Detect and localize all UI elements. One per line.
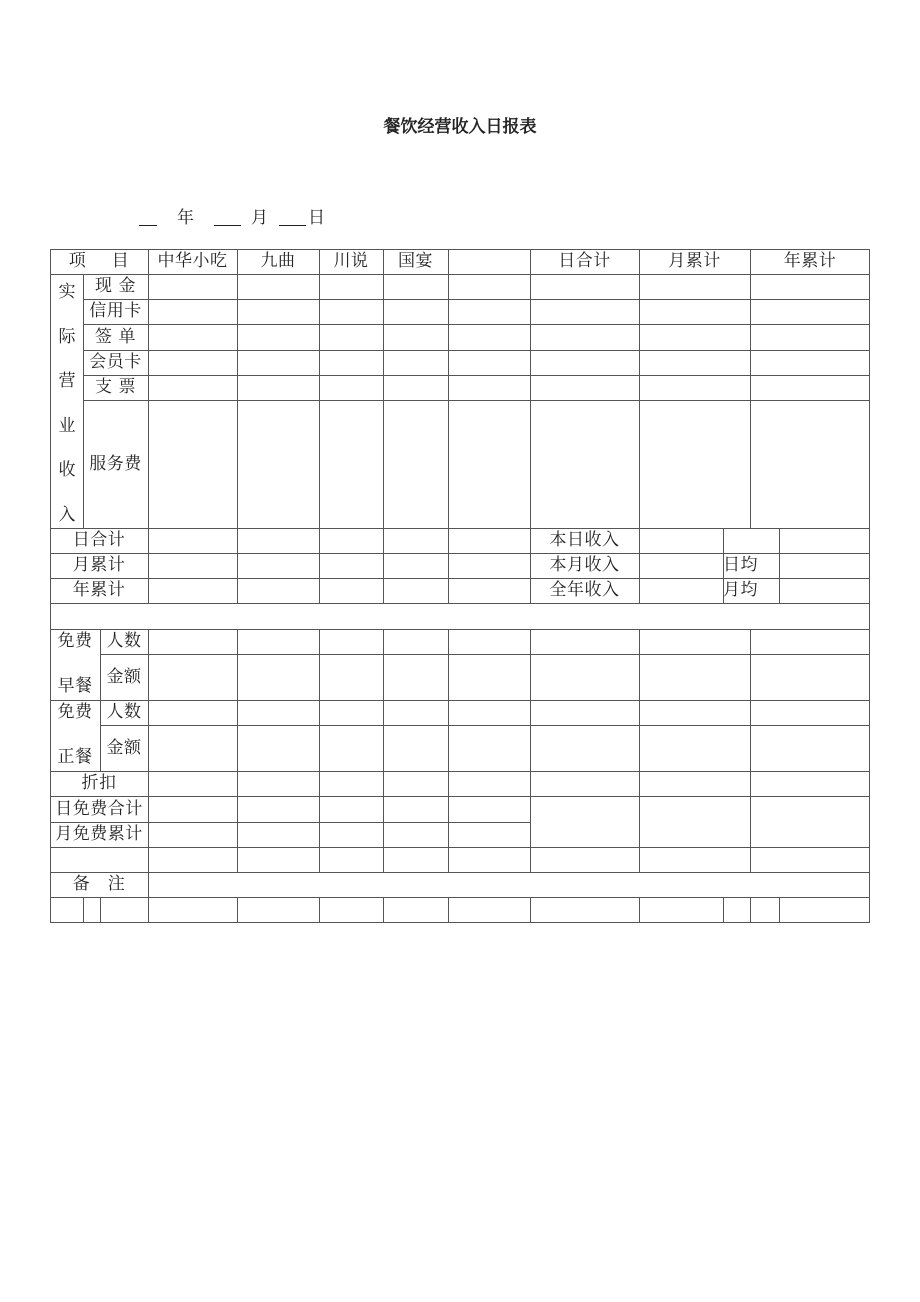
month-blank[interactable]: [214, 225, 241, 226]
row-label-cash: 现 金: [95, 276, 136, 296]
header-month-total: 月累计: [668, 251, 721, 271]
header-outlet-4: 国宴: [398, 251, 433, 271]
day-label: 日: [308, 208, 325, 228]
actual-revenue-label: [50, 277, 84, 525]
row-label-year-total: 年累计: [72, 580, 126, 600]
free-meal-label-top: 免费: [57, 702, 93, 722]
row-label-day-total: 日合计: [72, 530, 126, 550]
actual-revenue-char: 际: [58, 326, 76, 347]
month-free-total-label: 月免费累计: [55, 824, 143, 844]
header-item-a: 项: [68, 251, 87, 271]
report-title: 餐饮经营收入日报表: [383, 117, 537, 137]
today-income-label: 本日收入: [549, 530, 620, 550]
header-item-b: 目: [111, 251, 130, 271]
day-blank[interactable]: [279, 225, 306, 226]
header-day-total: 日合计: [558, 251, 611, 271]
actual-revenue-char: 业: [58, 415, 76, 436]
row-label-month-total: 月累计: [72, 555, 126, 575]
free-meal-label-bottom: 正餐: [57, 746, 93, 767]
header-year-total: 年累计: [783, 251, 837, 271]
header-outlet-2: 九曲: [260, 251, 296, 271]
row-label-service-fee: 服务费: [89, 453, 142, 474]
daily-average-label: 日均: [723, 555, 758, 575]
free-breakfast-label-top: 免费: [57, 631, 93, 651]
daily-revenue-table: [50, 249, 870, 923]
actual-revenue-char: 入: [58, 504, 76, 525]
free-meal-people-label: 人数: [106, 702, 142, 722]
free-meal-amount-label: 金额: [106, 737, 142, 758]
row-label-credit-card: 信用卡: [89, 301, 142, 321]
month-income-label: 本月收入: [549, 555, 620, 575]
day-free-total-label: 日免费合计: [55, 798, 143, 819]
actual-revenue-char: 收: [58, 460, 76, 481]
year-income-label: 全年收入: [549, 580, 620, 600]
row-label-cheque: 支 票: [95, 377, 136, 397]
month-label: 月: [251, 208, 268, 228]
header-outlet-1: 中华小吃: [157, 251, 228, 271]
remarks-label: 备 注: [72, 874, 126, 894]
actual-revenue-char: 营: [58, 371, 76, 392]
header-outlet-3: 川说: [333, 251, 369, 271]
year-blank[interactable]: [139, 225, 157, 226]
year-label: 年: [177, 208, 194, 228]
monthly-average-label: 月均: [723, 580, 758, 600]
free-breakfast-label-bottom: 早餐: [57, 675, 93, 696]
row-label-member-card: 会员卡: [89, 352, 142, 372]
row-label-sign-bill: 签 单: [95, 326, 136, 347]
discount-label: 折扣: [81, 773, 117, 793]
header-item: [50, 249, 148, 274]
free-breakfast-people-label: 人数: [106, 631, 142, 651]
header-outlet-5: [448, 249, 530, 274]
remarks-field[interactable]: [148, 872, 870, 897]
free-breakfast-amount-label: 金额: [106, 666, 142, 687]
actual-revenue-char: 实: [58, 282, 76, 302]
